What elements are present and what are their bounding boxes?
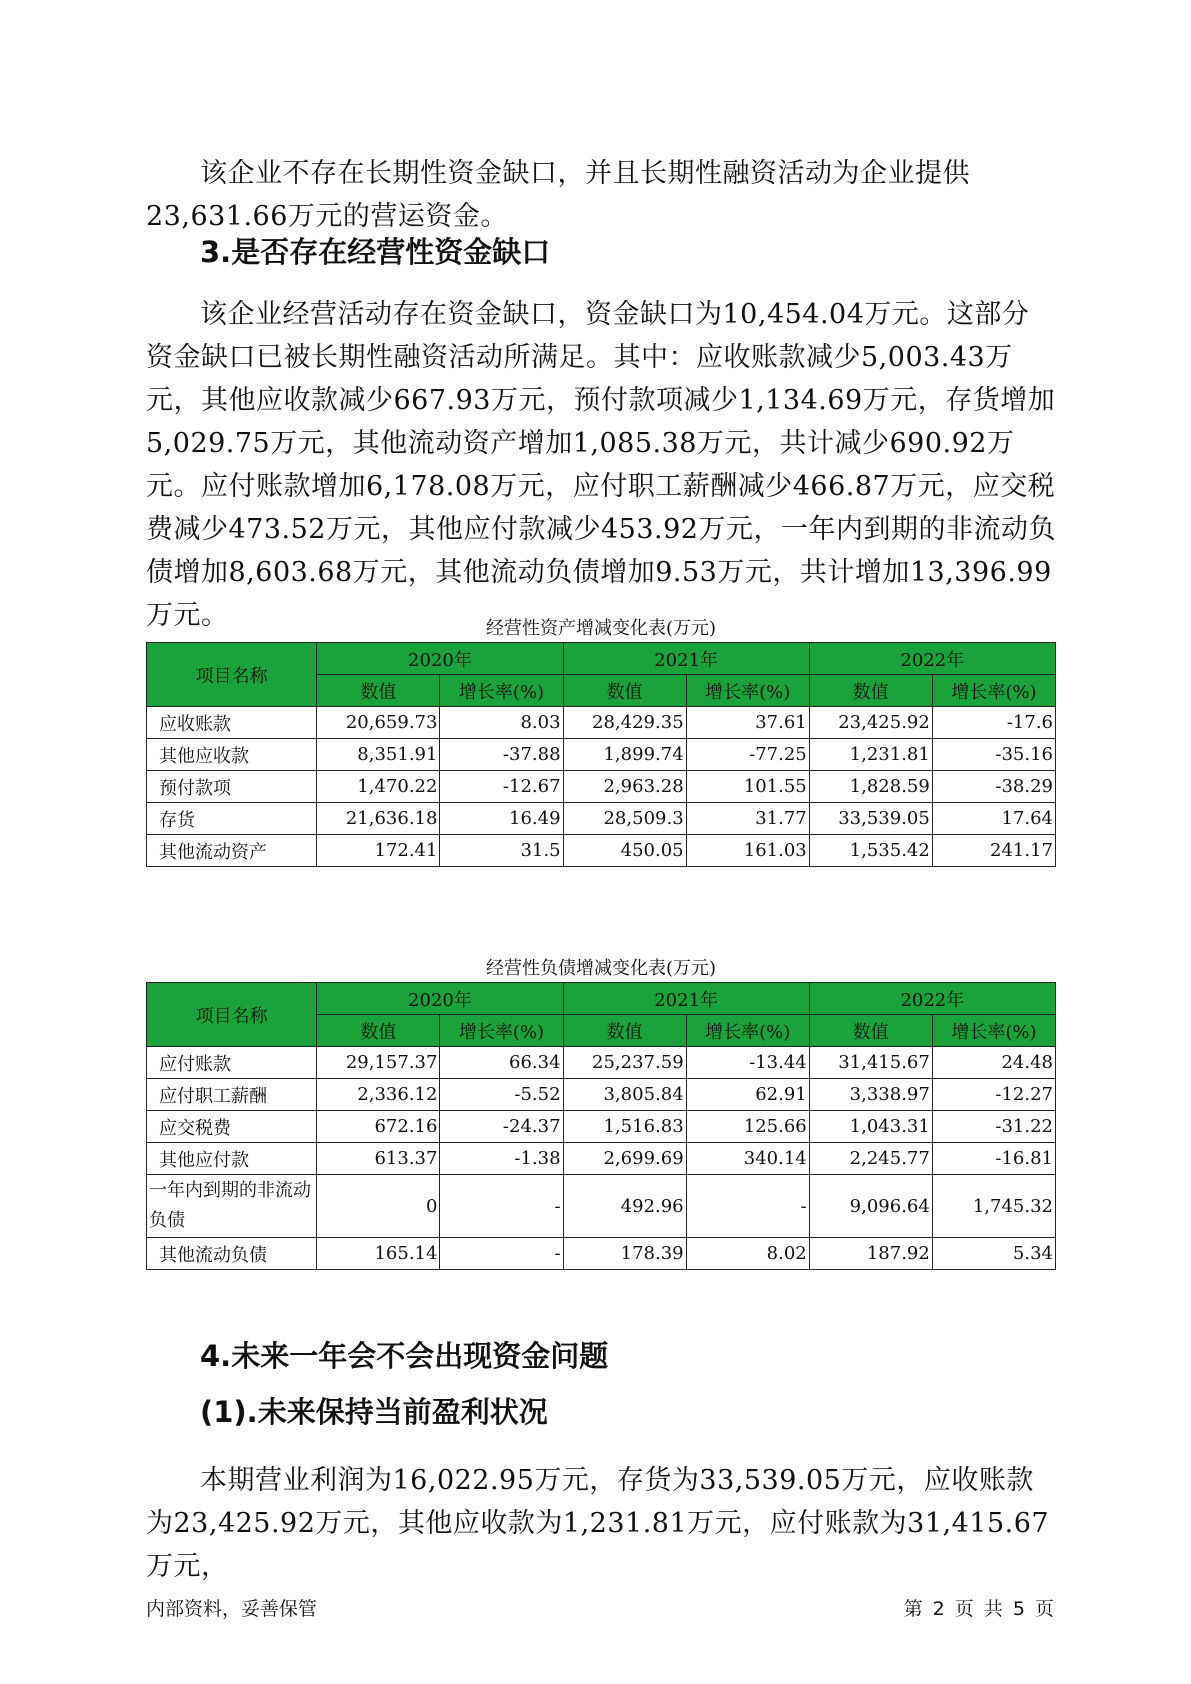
value-2022: 1,231.81: [809, 739, 932, 771]
value-2020: 21,636.18: [317, 803, 440, 835]
table-row: [147, 739, 1056, 771]
value-2022: 31,415.67: [809, 1047, 932, 1079]
growth-2022: -16.81: [932, 1143, 1055, 1175]
value-2020: 0: [317, 1175, 440, 1238]
growth-2022: 5.34: [932, 1238, 1055, 1270]
row-name: 其他应收款: [147, 739, 317, 771]
row-name: 其他应付款: [147, 1143, 317, 1175]
table-row: [147, 835, 1056, 867]
growth-2021: -13.44: [686, 1047, 809, 1079]
header-year-2020: 2020年: [317, 643, 563, 675]
growth-2020: -37.88: [440, 739, 563, 771]
table-row: [147, 1175, 1056, 1238]
growth-2020: 8.03: [440, 707, 563, 739]
header-value: 数值: [563, 1015, 686, 1047]
header-item-name: 项目名称: [147, 643, 317, 707]
header-growth: 增长率(%): [686, 1015, 809, 1047]
value-2020: 165.14: [317, 1238, 440, 1270]
value-2021: 25,237.59: [563, 1047, 686, 1079]
growth-2021: 62.91: [686, 1079, 809, 1111]
row-name: 预付款项: [147, 771, 317, 803]
table-row: [147, 1111, 1056, 1143]
header-value: 数值: [563, 675, 686, 707]
value-2020: 172.41: [317, 835, 440, 867]
table-row: [147, 1079, 1056, 1111]
table-row: [147, 803, 1056, 835]
growth-2021: 125.66: [686, 1111, 809, 1143]
value-2020: 1,470.22: [317, 771, 440, 803]
header-value: 数值: [317, 675, 440, 707]
header-year-2021: 2021年: [563, 983, 809, 1015]
header-year-2020: 2020年: [317, 983, 563, 1015]
value-2021: 450.05: [563, 835, 686, 867]
value-2021: 2,699.69: [563, 1143, 686, 1175]
value-2021: 178.39: [563, 1238, 686, 1270]
value-2020: 29,157.37: [317, 1047, 440, 1079]
value-2020: 2,336.12: [317, 1079, 440, 1111]
value-2021: 28,429.35: [563, 707, 686, 739]
heading-future-funding: 4.未来一年会不会出现资金问题: [200, 1339, 609, 1373]
row-name: 应收账款: [147, 707, 317, 739]
growth-2020: -12.67: [440, 771, 563, 803]
growth-2020: 31.5: [440, 835, 563, 867]
growth-2020: -: [440, 1175, 563, 1238]
operating-asset-table: [146, 642, 1056, 867]
growth-2021: 31.77: [686, 803, 809, 835]
header-growth: 增长率(%): [686, 675, 809, 707]
growth-2020: 16.49: [440, 803, 563, 835]
growth-2022: -38.29: [932, 771, 1055, 803]
row-name: 存货: [147, 803, 317, 835]
paragraph-profit-status: 本期营业利润为16,022.95万元，存货为33,539.05万元，应收账款为23,425.92万元，其他应收款为1,231.81万元，应付账款为31,415.67万元，: [146, 1465, 1050, 1582]
value-2022: 3,338.97: [809, 1079, 932, 1111]
table-row: [147, 1047, 1056, 1079]
growth-2021: 161.03: [686, 835, 809, 867]
growth-2020: -1.38: [440, 1143, 563, 1175]
header-value: 数值: [809, 1015, 932, 1047]
row-name: 其他流动负债: [147, 1238, 317, 1270]
growth-2020: -5.52: [440, 1079, 563, 1111]
value-2021: 3,805.84: [563, 1079, 686, 1111]
paragraph-long-term-funding: 该企业不存在长期性资金缺口，并且长期性融资活动为企业提供23,631.66万元的营运资金。: [146, 158, 970, 232]
operating-liability-table: [146, 982, 1056, 1270]
growth-2022: -12.27: [932, 1079, 1055, 1111]
value-2020: 20,659.73: [317, 707, 440, 739]
header-growth: 增长率(%): [440, 1015, 563, 1047]
row-name: 应付账款: [147, 1047, 317, 1079]
value-2021: 28,509.3: [563, 803, 686, 835]
growth-2021: -77.25: [686, 739, 809, 771]
value-2020: 8,351.91: [317, 739, 440, 771]
value-2021: 1,516.83: [563, 1111, 686, 1143]
header-year-2021: 2021年: [563, 643, 809, 675]
value-2020: 613.37: [317, 1143, 440, 1175]
growth-2021: 8.02: [686, 1238, 809, 1270]
footer-confidential-note: 内部资料，妥善保管: [146, 1598, 318, 1620]
header-growth: 增长率(%): [932, 1015, 1055, 1047]
growth-2022: -17.6: [932, 707, 1055, 739]
growth-2022: 17.64: [932, 803, 1055, 835]
value-2022: 2,245.77: [809, 1143, 932, 1175]
value-2022: 1,535.42: [809, 835, 932, 867]
growth-2020: 66.34: [440, 1047, 563, 1079]
value-2022: 187.92: [809, 1238, 932, 1270]
table-row: [147, 1143, 1056, 1175]
row-name: 其他流动资产: [147, 835, 317, 867]
header-growth: 增长率(%): [932, 675, 1055, 707]
growth-2022: 24.48: [932, 1047, 1055, 1079]
table-row: [147, 707, 1056, 739]
header-value: 数值: [317, 1015, 440, 1047]
asset-table-caption: 经营性资产增减变化表(万元): [485, 618, 717, 639]
value-2021: 2,963.28: [563, 771, 686, 803]
footer-page-number: 第 2 页 共 5 页: [903, 1598, 1054, 1620]
growth-2022: -35.16: [932, 739, 1055, 771]
heading-operating-gap: 3.是否存在经营性资金缺口: [200, 235, 551, 269]
header-year-2022: 2022年: [809, 983, 1055, 1015]
value-2022: 9,096.64: [809, 1175, 932, 1238]
heading-current-profit: (1).未来保持当前盈利状况: [200, 1395, 548, 1429]
header-year-2022: 2022年: [809, 643, 1055, 675]
table-row: [147, 771, 1056, 803]
table-row: [147, 1238, 1056, 1270]
growth-2021: 101.55: [686, 771, 809, 803]
value-2021: 492.96: [563, 1175, 686, 1238]
value-2021: 1,899.74: [563, 739, 686, 771]
header-item-name: 项目名称: [147, 983, 317, 1047]
paragraph-operating-gap: 该企业经营活动存在资金缺口，资金缺口为10,454.04万元。这部分资金缺口已被长期性融资活动所满足。其中：应收账款减少5,003.43万元，其他应收款减少667.93万元，预付款项减少1,134.69万元，存货增加5,029.75万元，其他流动资产增加1,085.38万元，共计减少690.92万元。应付账款增加6,178.08万元，应付职工薪酬减少466.87万元，应交税费减少473.52万元，其他应付款减少453.92万元，一年内到期的非流动负债增加8,603.68万元，其他流动负债增加9.53万元，共计增加13,396.99万元。: [146, 299, 1056, 631]
growth-2021: 37.61: [686, 707, 809, 739]
growth-2022: 241.17: [932, 835, 1055, 867]
growth-2021: 340.14: [686, 1143, 809, 1175]
row-name: 应付职工薪酬: [147, 1079, 317, 1111]
value-2022: 1,043.31: [809, 1111, 932, 1143]
header-growth: 增长率(%): [440, 675, 563, 707]
value-2020: 672.16: [317, 1111, 440, 1143]
value-2022: 33,539.05: [809, 803, 932, 835]
growth-2022: 1,745.32: [932, 1175, 1055, 1238]
row-name: 一年内到期的非流动负债: [147, 1175, 317, 1238]
value-2022: 23,425.92: [809, 707, 932, 739]
growth-2022: -31.22: [932, 1111, 1055, 1143]
header-value: 数值: [809, 675, 932, 707]
growth-2020: -24.37: [440, 1111, 563, 1143]
growth-2020: -: [440, 1238, 563, 1270]
row-name: 应交税费: [147, 1111, 317, 1143]
growth-2021: -: [686, 1175, 809, 1238]
value-2022: 1,828.59: [809, 771, 932, 803]
liability-table-caption: 经营性负债增减变化表(万元): [485, 958, 717, 979]
